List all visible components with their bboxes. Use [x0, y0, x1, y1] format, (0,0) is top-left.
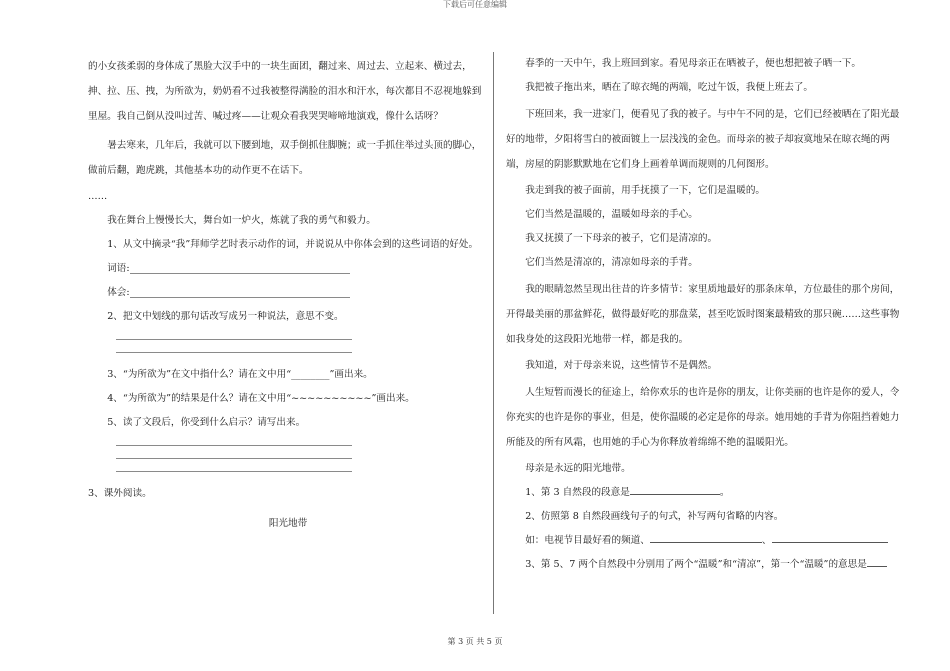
- question-3: [506, 555, 904, 575]
- paragraph: 暑去寒来，几年后，我就可以下腰到地，双手倒抓住脚腕；或一手抓住举过头顶的脚心，做前后翻，跑虎跳，其他基本功的动作更不在话下。: [88, 140, 482, 176]
- paragraph: 母亲是永远的阳光地带。: [525, 463, 631, 474]
- question-4: 4、“为所欲为”的结果是什么？请在文中用“~~~~~~~~~~”画出来。: [107, 393, 415, 404]
- paragraph: 我走到我的被子面前，用手抚摸了一下，它们是温暖的。: [525, 185, 766, 196]
- question-3: 3、“为所欲为”在文中指什么？请在文中用“________”画出来。: [107, 369, 373, 380]
- separator: 、: [761, 535, 772, 546]
- word-field: [88, 259, 488, 279]
- column-divider: [493, 52, 494, 614]
- paragraph: 它们当然是温暖的，温暖如母亲的手心。: [525, 209, 698, 220]
- answer-blank[interactable]: [630, 484, 720, 495]
- question-1: [506, 483, 904, 503]
- question-5: 5、读了文段后，你受到什么启示？请写出来。: [107, 417, 306, 428]
- passage-title: 阳光地带: [268, 518, 308, 529]
- paragraph: 我把被子拖出来，晒在了晾衣绳的两端，吃过午饭，我便上班去了。: [525, 82, 813, 93]
- paragraph: 下班回来，我一进家门，便看见了我的被子。与中午不同的是，它们已经被晒在了阳光最好的地带，夕阳将雪白的被面镀上一层浅浅的金色。而母亲的被子却寂寞地呆在晾衣绳的两端，房屋的阴影默默地在它们身上画着单调而规则的几何图形。: [506, 109, 900, 170]
- page-header: 下载后可任意编辑: [443, 0, 507, 9]
- ellipsis: ……: [88, 191, 108, 202]
- paragraph: 我又抚摸了一下母亲的被子，它们是清凉的。: [525, 233, 718, 244]
- question-2: 2、把文中划线的那句话改写成另一种说法，意思不变。: [107, 311, 344, 322]
- answer-blank[interactable]: [867, 556, 887, 567]
- paragraph: 人生短暂而漫长的征途上，给你欢乐的也许是你的朋友，让你美丽的也许是你的爱人，令你充实的也许是你的事业，但是，使你温暖的必定是你的母亲。她用她的手背为你阻挡着她力所能及的所有风霜，也用她的手心为你释放着绵绵不绝的温暖阳光。: [506, 387, 900, 448]
- paragraph: 我在舞台上慢慢长大，舞台如一炉火，炼就了我的勇气和毅力。: [107, 215, 376, 226]
- paragraph: 的小女孩柔弱的身体成了黑脸大汉手中的一块生面团，翻过来、周过去、立起来、横过去，抻、拉、压、拽，为所欲为，奶奶看不过我被整得满脸的泪水和汗水，每次都目不忍视地躲到里屋。我自己倒从没叫过苦、喊过疼——让观众看我哭哭啼啼地演戏，像什么话呀？: [88, 61, 482, 122]
- question-2-example: [506, 531, 904, 551]
- answer-line[interactable]: [116, 339, 352, 340]
- paragraph: 它们当然是清凉的，清凉如母亲的手背。: [525, 257, 698, 268]
- feel-label: 体会:: [107, 287, 130, 298]
- word-answer-line[interactable]: [130, 273, 350, 274]
- answer-line[interactable]: [116, 458, 352, 459]
- feel-answer-line[interactable]: [130, 297, 350, 298]
- answer-blank[interactable]: [650, 532, 762, 543]
- answer-line[interactable]: [116, 471, 352, 472]
- example-text: 如：电视节目最好看的频道、: [525, 535, 650, 546]
- question-1-text: 1、第 3 自然段的段意是: [525, 487, 630, 498]
- page-footer: 第 3 页 共 5 页: [447, 637, 503, 646]
- question-3-text: 3、第 5、7 两个自然段中分别用了两个“温暖”和“清凉”，第一个“温暖”的意思是: [525, 559, 867, 570]
- feel-field: [88, 283, 488, 303]
- answer-line[interactable]: [116, 445, 352, 446]
- answer-line[interactable]: [116, 352, 352, 353]
- section-heading: 3、课外阅读。: [88, 488, 152, 499]
- answer-blank[interactable]: [772, 532, 888, 543]
- paragraph: 我知道，对于母亲来说，这些情节不是偶然。: [525, 360, 718, 371]
- question-1: 1、从文中摘录“我”拜师学艺时表示动作的词，并说说从中你体会到的这些词语的好处。: [107, 239, 479, 250]
- paragraph: 春季的一天中午，我上班回到家。看见母亲正在晒被子，便也想把被子晒一下。: [525, 58, 861, 69]
- word-label: 词语:: [107, 263, 130, 274]
- question-2: 2、仿照第 8 自然段画线句子的句式，补写两句省略的内容。: [525, 511, 784, 522]
- paragraph: 我的眼睛忽然呈现出往昔的许多情节：家里质地最好的那条床单，方位最佳的那个房间，开得最美丽的那盆鲜花，做得最好吃的那盘菜，甚至吃饭时图案最精致的那只碗……这些事物如我身处的这段阳光地带一样，都是我的。: [506, 284, 900, 345]
- question-1-end: 。: [719, 487, 730, 498]
- right-column: [506, 54, 904, 579]
- left-column: [88, 54, 488, 538]
